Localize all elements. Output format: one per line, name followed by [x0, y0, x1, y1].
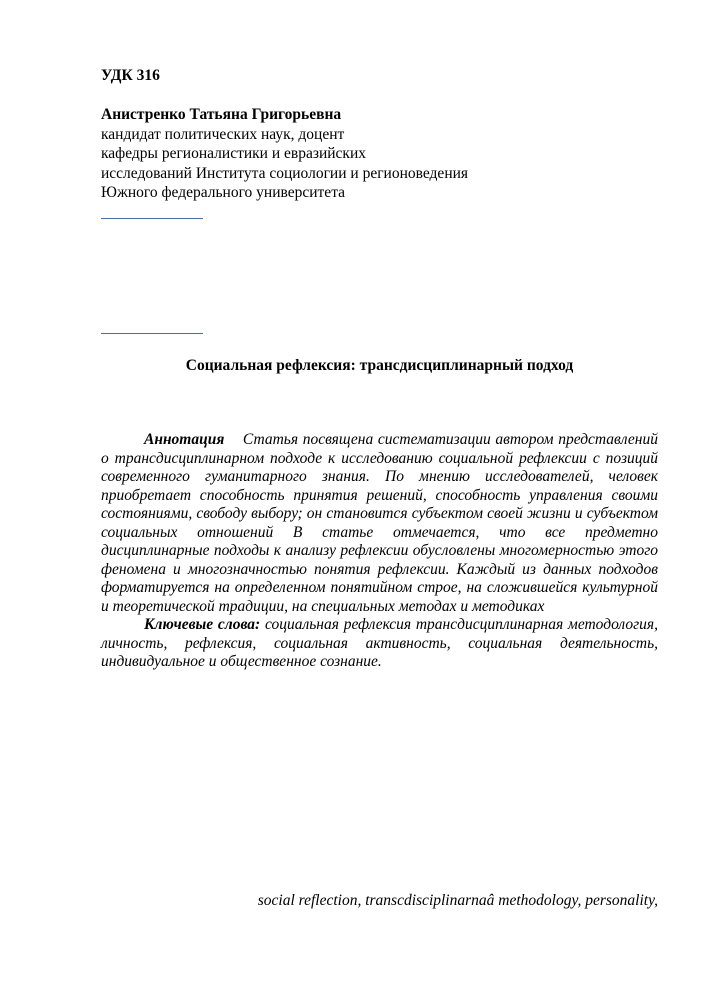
author-block — [101, 105, 468, 203]
article-title: Социальная рефлексия: трансдисциплинарный подход — [185, 357, 574, 374]
affiliation-line: кафедры регионалистики и евразийских — [101, 145, 367, 162]
abstract-text: Статья посвящена систематизации автором представлений о трансдисциплинарном подходе к исследованию социальной рефлексии с позиций современного гуманитарного знания. По мнению исследователей, человек приобретает способность принятия решений, способность управления своими состояниями, свободу выбору; он становится субъектом своей жизни и субъектом социальных отношений В статье отмечается, что все предметно дисциплинарные подходы к анализу рефлексии обусловлены многомерностью этого феномена и многозначностью понятия рефлексии. Каждый из данных подходов форматируется на определенном понятийном строе, на сложившейся культурной и теоретической традиции, на специальных методах и методиках — [101, 431, 658, 615]
keywords-text: социальная рефлексия трансдисциплинарная методология, личность, рефлексия, социальная активность, социальная деятельность, индивидуальное и общественное сознание. — [101, 616, 659, 670]
abstract-section — [101, 431, 658, 672]
author-name: Анистренко Татьяна Григорьевна — [101, 106, 342, 123]
keywords-paragraph — [101, 616, 658, 672]
udk-code: УДК 316 — [101, 67, 160, 84]
keywords-label: Ключевые слова: — [144, 616, 261, 633]
english-keywords: social reflection, transcdisciplinarnaâ methodology, personality, — [257, 892, 658, 909]
abstract-label: Аннотация — [144, 431, 225, 448]
affiliation-line: Южного федерального университета — [101, 184, 346, 201]
separator-line — [101, 218, 203, 219]
abstract-paragraph — [101, 431, 658, 616]
affiliation-line: кандидат политических наук, доцент — [101, 125, 345, 143]
affiliation-line: исследований Института социологии и регионоведения — [101, 164, 469, 182]
separator-line — [101, 333, 203, 334]
